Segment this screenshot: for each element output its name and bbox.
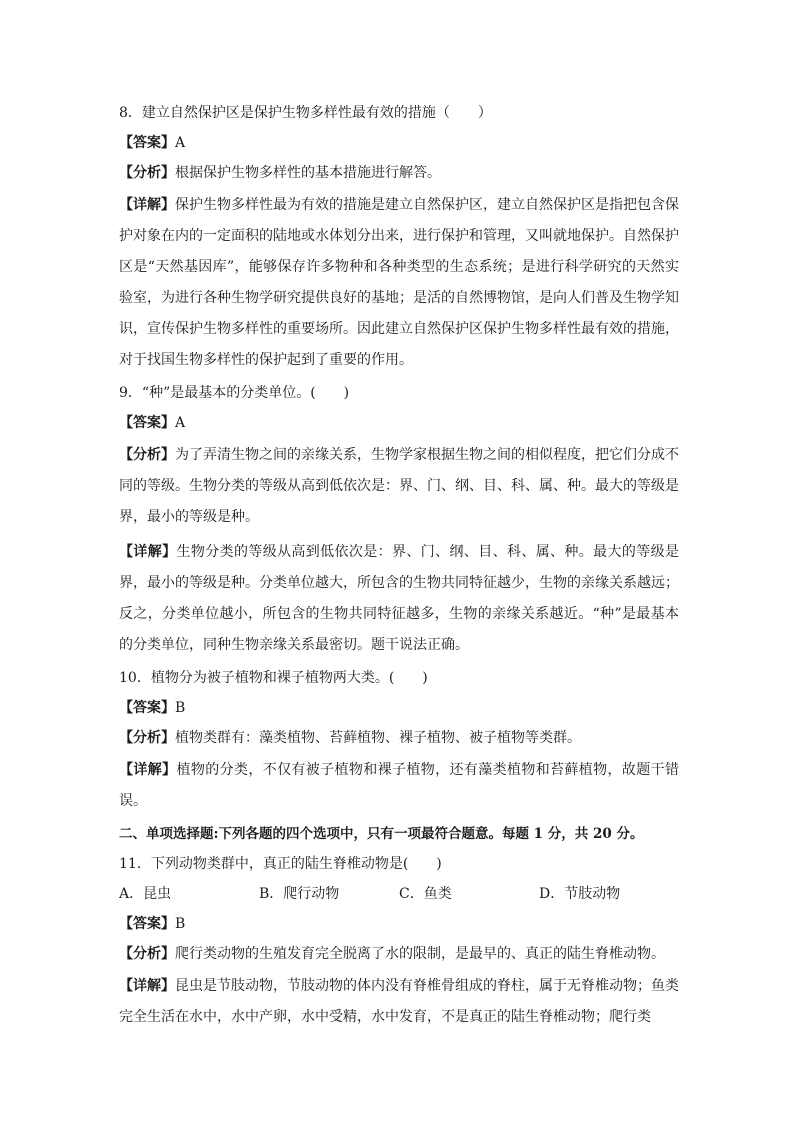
- answer-value: A: [175, 135, 186, 151]
- answer-value: B: [175, 700, 186, 716]
- analysis-tag: 【分析】: [119, 447, 175, 463]
- q8-analysis: [119, 160, 679, 186]
- question-8: 8．建立自然保护区是保护生物多样性最有效的措施（ ）: [119, 105, 492, 121]
- option-a: A．昆虫: [119, 886, 172, 902]
- option-c: C．鱼类: [399, 886, 452, 902]
- answer-value: A: [175, 415, 186, 431]
- q11-options: [119, 881, 679, 907]
- analysis-text: 植物类群有：藻类植物、苔藓植物、裸子植物、被子植物等类群。: [175, 730, 581, 746]
- q11-detail: [119, 971, 679, 1033]
- q9-answer: [119, 410, 679, 436]
- option-b: B．爬行动物: [259, 886, 340, 902]
- q8-answer: [119, 130, 679, 156]
- option-d: D．节肢动物: [539, 886, 621, 902]
- detail-tag: 【详解】: [119, 978, 175, 994]
- analysis-text: 爬行类动物的生殖发育完全脱离了水的限制，是最早的、真正的陆生脊椎动物。: [175, 946, 665, 962]
- detail-tag: 【详解】: [119, 544, 177, 560]
- analysis-tag: 【分析】: [119, 165, 175, 181]
- q11-analysis: [119, 941, 679, 967]
- answer-tag: 【答案】: [119, 700, 175, 716]
- q9-analysis: [119, 440, 679, 533]
- q10-analysis: [119, 725, 679, 751]
- section-2-heading: 二、单项选择题:下列各题的四个选项中，只有一项最符合题意。每题 1 分，共 20 分。: [119, 826, 644, 842]
- detail-text: 保护生物多样性最为有效的措施是建立自然保护区，建立自然保护区是指把包含保护对象在内的一定面积的陆地或水体划分出来，进行保护和管理，又叫就地保护。自然保护区是“天然基因库”，能够保存许多物种和各种类型的生态系统；是进行科学研究的天然实验室，为进行各种生物学研究提供良好的基地；是活的自然博物馆，是向人们普及生物学知识，宣传保护生物多样性的重要场所。因此建立自然保护区保护生物多样性最有效的措施，对于找国生物多样性的保护起到了重要的作用。: [119, 197, 679, 368]
- question-10: 10．植物分为被子植物和裸子植物两大类。( ): [119, 670, 428, 686]
- answer-tag: 【答案】: [119, 415, 175, 431]
- question-11: 11．下列动物类群中，真正的陆生脊椎动物是( ): [119, 856, 442, 872]
- q10-answer: [119, 695, 679, 721]
- q10-detail: [119, 755, 679, 817]
- analysis-text: 为了弄清生物之间的亲缘关系，生物学家根据生物之间的相似程度，把它们分成不同的等级。生物分类的等级从高到低依次是：界、门、纲、目、科、属、种。最大的等级是界，最小的等级是种。: [119, 447, 679, 525]
- detail-text: 生物分类的等级从高到低依次是：界、门、纲、目、科、属、种。最大的等级是界，最小的等级是种。分类单位越大，所包含的生物共同特征越少，生物的亲缘关系越远；反之，分类单位越小，所包含的生物共同特征越多，生物的亲缘关系越近。“种”是最基本的分类单位，同种生物亲缘关系最密切。题干说法正确。: [119, 544, 680, 653]
- analysis-text: 根据保护生物多样性的基本措施进行解答。: [175, 165, 441, 181]
- document-page: [119, 100, 679, 1033]
- detail-tag: 【详解】: [119, 762, 177, 778]
- q11-answer: [119, 911, 679, 937]
- answer-value: B: [175, 916, 186, 932]
- detail-tag: 【详解】: [119, 197, 175, 213]
- analysis-tag: 【分析】: [119, 946, 175, 962]
- detail-text: 昆虫是节肢动物，节肢动物的体内没有脊椎骨组成的脊柱，属于无脊椎动物；鱼类完全生活在水中，水中产卵，水中受精，水中发育，不是真正的陆生脊椎动物；爬行类: [119, 978, 679, 1025]
- question-9: 9．“种”是最基本的分类单位。( ): [119, 385, 350, 401]
- q8-detail: [119, 190, 679, 376]
- analysis-tag: 【分析】: [119, 730, 175, 746]
- answer-tag: 【答案】: [119, 135, 175, 151]
- detail-text: 植物的分类，不仅有被子植物和裸子植物，还有藻类植物和苔藓植物，故题干错误。: [119, 762, 680, 809]
- answer-tag: 【答案】: [119, 916, 175, 932]
- q9-detail: [119, 537, 679, 661]
